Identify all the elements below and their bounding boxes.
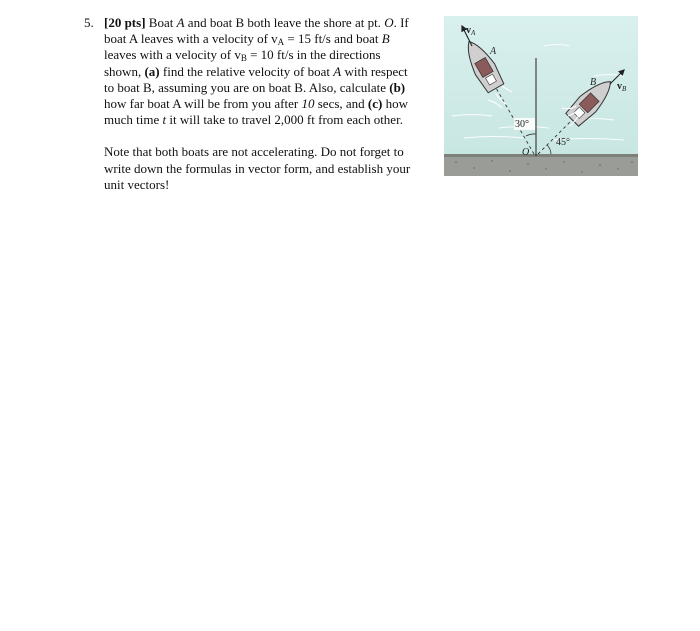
- points-label: [20 pts]: [104, 15, 146, 30]
- note-line-1: Note that both boats are not accelerating. Do not forget to: [104, 144, 404, 160]
- shore: [444, 154, 638, 176]
- statement-line-4: shown, (a) find the relative velocity of boat A with respect: [104, 63, 408, 79]
- statement-line-1: [20 pts] Boat A and boat B both leave the shore at pt. O. If: [104, 15, 409, 30]
- label-vb: $v_B$: [617, 81, 627, 93]
- statement-line-2: boat A leaves with a velocity of $v_A = 15$ ft/s and boat B: [104, 31, 390, 48]
- part-b-label: (b): [389, 79, 406, 95]
- angle-45-label: 45°: [556, 137, 570, 148]
- label-a: A: [490, 46, 497, 57]
- note-line-3: unit vectors!: [104, 176, 170, 192]
- problem-statement: [104, 15, 434, 128]
- statement-line-6: how far boat A will be from you after 10 secs, and (c) how: [104, 96, 408, 112]
- statement-line-7: much time t it will take to travel 2,000 ft from each other.: [104, 112, 403, 128]
- statement-line-5: to boat B, assuming you are on boat B. Also, calculate (b): [104, 79, 406, 95]
- angle-30-label: 30°: [515, 119, 529, 130]
- note-line-2: write down the formulas in vector form, and establish your: [104, 160, 411, 176]
- problem-note: [104, 144, 434, 193]
- label-b: B: [590, 77, 597, 88]
- statement-line-3: leaves with a velocity of $v_B = 10$ ft/s in the directions: [104, 47, 381, 64]
- part-c-label: (c): [367, 96, 383, 112]
- point-o-label: O: [522, 147, 530, 158]
- problem-body: [104, 15, 434, 193]
- label-va: $v_A$: [466, 25, 476, 37]
- boats-figure: [444, 16, 638, 176]
- part-a-label: (a): [144, 63, 160, 79]
- problem-number: 5.: [84, 15, 94, 30]
